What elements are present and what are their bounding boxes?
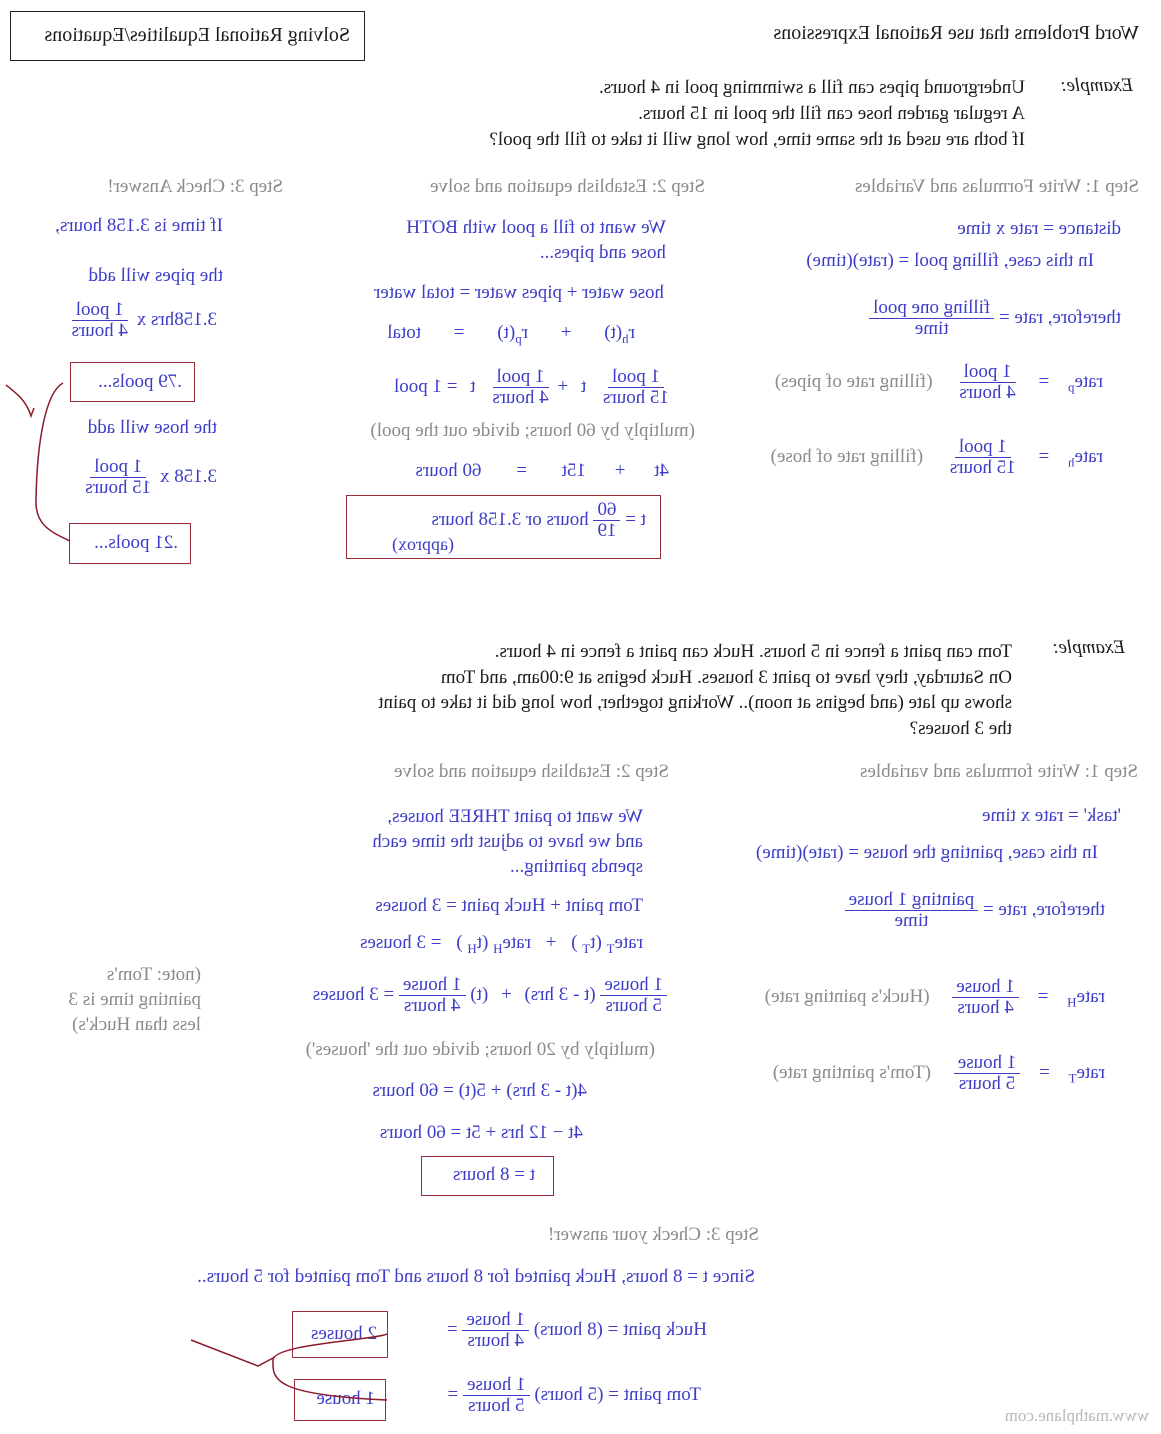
ex1-multiply-note: (multiply by 60 hours; divide out the pool) xyxy=(370,420,695,441)
watermark: www.mathplane.com xyxy=(1004,1406,1149,1425)
fraction: $\frac{\text{filling one pool}}{\text{time}}$ xyxy=(869,298,994,339)
ex1-hose-line: the hose will add xyxy=(87,417,217,438)
fraction: $\frac{\text{1 house}}{\text{5 hours}}$ xyxy=(463,1375,530,1416)
ex1-step2-heading: Step 2: Establish equation and solve xyxy=(430,176,705,197)
ex1-pipes-line: the pipes will add xyxy=(88,265,223,286)
example2-label: Example: xyxy=(1052,637,1125,658)
ex2-multiply-note: (multiply by 20 hours; divide out the 'houses') xyxy=(305,1039,655,1060)
ex2-therefore-eq: therefore, rate = $\frac{\text{painting 1 house}}{\text{time}}$ xyxy=(845,890,1105,931)
rate-note: (filling rate of hose) xyxy=(770,445,924,467)
boxed-title: Solving Rational Equalities/Equations xyxy=(44,24,350,46)
fraction: $\frac{\text{1 house}}{\text{5 hours}}$ xyxy=(600,975,667,1016)
ex2-step2-intro: We want to paint THREE houses, and we have to adjust the time each spends painting... xyxy=(372,806,643,877)
ex2-rate-tom: rate$_T$ = $\frac{\text{1 house}}{\text{5 hours}}$ (Tom's painting rate) xyxy=(772,1052,1105,1094)
therefore-label: therefore, rate = xyxy=(999,306,1121,328)
ex2-huck-result-box: 2 houses xyxy=(292,1311,388,1358)
fraction: $\frac{\text{1 house}}{\text{4 hours}}$ xyxy=(399,975,466,1016)
ex2-step1-formula: 'task' = rate x time xyxy=(982,805,1121,826)
ex2-tom-check: Tom paint = (5 hours) $\frac{\text{1 house}}{\text{5 hours}}$ = xyxy=(447,1374,701,1416)
ex2-note: (note: Tom's painting time is 3 less than Huck's) xyxy=(68,964,201,1035)
ex2-linear-eq1: 4(t - 3 hrs) + 5(t) = 60 hours xyxy=(372,1080,587,1101)
fraction: $\frac{\text{1 pool}}{\text{15 hours}}$ xyxy=(603,366,669,408)
ex2-answer-box: t = 8 hours xyxy=(421,1156,554,1196)
ex1-step1-heading: Step 1: Write Formulas and Variables xyxy=(854,176,1139,197)
ex1-rate-pipes: rate$_p$ = $\frac{\text{1 pool}}{\text{4 hours}}$ (filling rate of pipes) xyxy=(774,361,1103,403)
ex2-tom-result-box: 1 house xyxy=(294,1379,386,1421)
fraction: $\frac{\text{1 pool}}{\text{4 hours}}$ xyxy=(492,366,549,408)
ex2-fraction-equation: $\frac{\text{1 house}}{\text{5 hours}}$ (t - 3 hrs) + (t) $\frac{\text{1 house}}{\text{4 hours}}$ = 3 houses xyxy=(313,975,667,1016)
ex1-answer: t = $\frac{60}{19}$ hours or 3.158 hours xyxy=(431,499,646,541)
fraction: $\frac{60}{19}$ xyxy=(594,500,621,541)
ex2-step1-case: In this case, painting the house = (rate)(time) xyxy=(755,842,1098,863)
fraction: $\frac{\text{1 pool}}{\text{4 hours}}$ xyxy=(959,361,1016,403)
fraction: $\frac{\text{1 house}}{\text{4 hours}}$ xyxy=(462,1310,529,1351)
ex2-word-equation: Tom paint + Huck paint = 3 houses xyxy=(375,895,643,916)
ex1-rate-hose: rate$_h$ = $\frac{\text{1 pool}}{\text{15 hours}}$ (filling rate of hose) xyxy=(770,436,1103,478)
ex2-linear-eq2: 4t − 12 hrs + 5t = 60 hours xyxy=(379,1122,583,1143)
ex1-step2-intro: We want to fill a pool with BOTH hose and pipes... xyxy=(406,217,666,263)
ex1-step3-heading: Step 3: Check Answer! xyxy=(107,176,283,197)
problem-line: If both are used at the same time, how long will it take to fill the pool? xyxy=(489,129,1025,150)
fraction: $\frac{\text{1 house}}{\text{5 hours}}$ xyxy=(954,1053,1021,1094)
ex1-hose-result-box: .21 pools... xyxy=(69,523,191,564)
ex2-huck-check: Huck paint = (8 hours) $\frac{\text{1 house}}{\text{4 hours}}$ = xyxy=(446,1309,707,1351)
ex2-since-line: Since t = 8 hours, Huck painted for 8 hours and Tom painted for 5 hours.. xyxy=(197,1266,755,1287)
ex2-step1-heading: Step 1: Write formulas and variables xyxy=(859,761,1138,782)
ex1-fraction-equation: $\frac{\text{1 pool}}{\text{15 hours}}$ t + $\frac{\text{1 pool}}{\text{4 hours}}$ t = 1 pool xyxy=(394,367,673,408)
ex1-word-equation: hose water + pipes water = total water xyxy=(374,282,664,303)
ex2-symbol-equation: rate$_T$ ($t_T$ ) + rate$_H$ ($t_H$ ) = 3 houses xyxy=(360,932,643,956)
fraction: $\frac{\text{1 pool}}{\text{4 hours}}$ xyxy=(71,299,129,341)
rate-note: (filling rate of pipes) xyxy=(774,370,933,392)
ex2-step2-heading: Step 2: Establish equation and solve xyxy=(394,761,669,782)
ex2-step3-heading: Step 3: Check your answer! xyxy=(547,1224,759,1245)
problem-line: Underground pipes can fill a swimming pool in 4 hours. xyxy=(598,77,1025,98)
example2-problem: Tom can paint a fence in 5 hours. Huck can paint a fence in 4 hours. On Saturday, they have to paint 3 houses. Huck begins at 9:00am, and Tom shows up late (and begins at noon).. Working together, how long did it take to paint the 3 houses? xyxy=(378,641,1012,739)
ex1-linear-equation: 4t + 15t = 60 hours xyxy=(415,460,669,481)
worksheet-title: Word Problems that use Rational Expressions xyxy=(773,22,1139,44)
fraction: $\frac{\text{1 house}}{\text{4 hours}}$ xyxy=(952,977,1019,1018)
ex1-check-line: If time is 3.158 hours, xyxy=(55,215,223,236)
ex2-rate-huck: rate$_H$ = $\frac{\text{1 house}}{\text{4 hours}}$ (Huck's painting rate) xyxy=(764,976,1105,1018)
ex1-symbol-equation: $r_h(t) + r_p(t)$ = total xyxy=(387,322,635,346)
ex1-hose-calc: 3.158 x $\frac{\text{1 pool}}{\text{15 hours}}$ xyxy=(81,457,217,498)
ex1-pipes-result-box: .79 pools... xyxy=(70,362,195,402)
fraction: $\frac{\text{1 pool}}{\text{15 hours}}$ xyxy=(949,436,1016,478)
ex1-step1-case: In this case, filling pool = (rate)(time) xyxy=(806,250,1094,271)
ex1-step1-formula: distance = rate x time xyxy=(957,218,1121,239)
example1-label: Example: xyxy=(1060,75,1133,96)
ex1-answer-box: t = $\frac{60}{19}$ hours or 3.158 hours (approx) xyxy=(346,495,661,559)
problem-line: A regular garden hose can fill the pool in 15 hours. xyxy=(638,103,1025,124)
fraction: $\frac{\text{1 pool}}{\text{15 hours}}$ xyxy=(85,456,152,498)
ex1-pipes-calc: 3.158hrs x $\frac{\text{1 pool}}{\text{4 hours}}$ xyxy=(68,300,217,341)
fraction: $\frac{\text{painting 1 house}}{\text{time}}$ xyxy=(845,890,979,931)
